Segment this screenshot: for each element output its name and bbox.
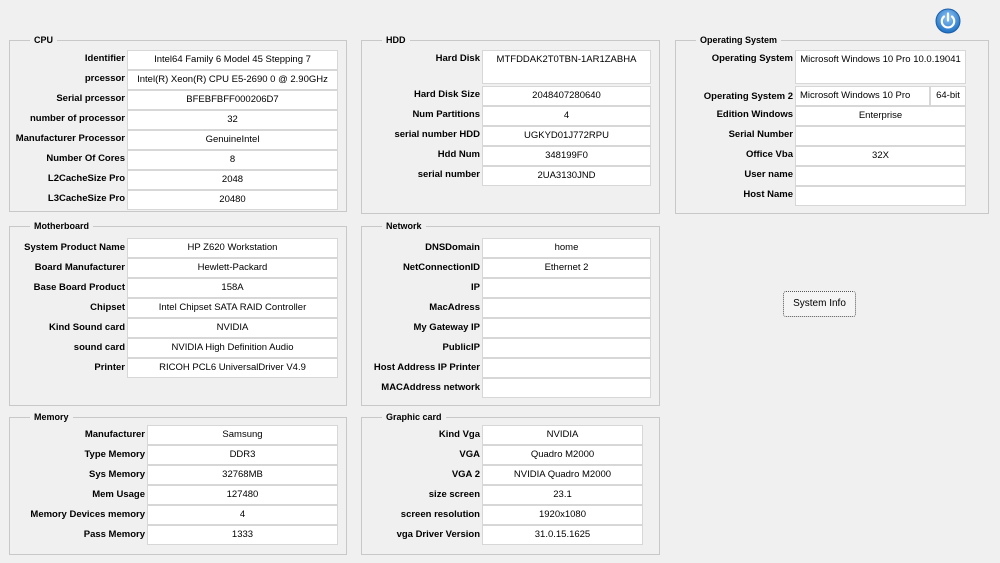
os-label-3: Serial Number [728, 129, 793, 140]
hdd-label-0: Hard Disk [435, 53, 480, 64]
network-value-0[interactable]: home [482, 238, 651, 258]
cpu-value-1[interactable]: Intel(R) Xeon(R) CPU E5-2690 0 @ 2.90GHz [127, 70, 338, 90]
hdd-value-1[interactable]: 2048407280640 [482, 86, 651, 106]
motherboard-value-2[interactable]: 158A [127, 278, 338, 298]
hdd-value-0[interactable]: MTFDDAK2T0TBN-1AR1ZABHA [482, 50, 651, 84]
motherboard-group-title: Motherboard [30, 220, 93, 232]
os-label-4: Office Vba [746, 149, 793, 160]
graphic-value-1[interactable]: Quadro M2000 [482, 445, 643, 465]
memory-label-3: Mem Usage [92, 489, 145, 500]
network-label-4: My Gateway IP [413, 322, 480, 333]
hdd-group-title: HDD [382, 34, 410, 46]
hdd-value-5[interactable]: 2UA3130JND [482, 166, 651, 186]
cpu-value-4[interactable]: GenuineIntel [127, 130, 338, 150]
network-label-2: IP [471, 282, 480, 293]
motherboard-value-3[interactable]: Intel Chipset SATA RAID Controller [127, 298, 338, 318]
motherboard-label-6: Printer [94, 362, 125, 373]
hdd-value-4[interactable]: 348199F0 [482, 146, 651, 166]
network-label-3: MacAdress [429, 302, 480, 313]
graphic-value-4[interactable]: 1920x1080 [482, 505, 643, 525]
memory-label-0: Manufacturer [84, 429, 145, 440]
motherboard-value-0[interactable]: HP Z620 Workstation [127, 238, 338, 258]
cpu-label-3: number of processor [29, 113, 125, 124]
motherboard-label-2: Base Board Product [33, 282, 125, 293]
cpu-label-7: L3CacheSize Pro [47, 193, 125, 204]
os-value-1-arch[interactable]: 64-bit [930, 86, 966, 106]
graphic-label-3: size screen [428, 489, 480, 500]
network-value-6[interactable] [482, 358, 651, 378]
hdd-label-4: Hdd Num [437, 149, 480, 160]
os-value-3[interactable] [795, 126, 966, 146]
graphic-group-title: Graphic card [382, 411, 446, 423]
motherboard-label-3: Chipset [90, 302, 125, 313]
cpu-label-2: Serial prcessor [56, 93, 125, 104]
graphic-value-0[interactable]: NVIDIA [482, 425, 643, 445]
graphic-label-1: VGA [459, 449, 480, 460]
graphic-label-5: vga Driver Version [396, 529, 480, 540]
memory-value-3[interactable]: 127480 [147, 485, 338, 505]
memory-label-2: Sys Memory [89, 469, 145, 480]
hdd-label-1: Hard Disk Size [414, 89, 480, 100]
memory-value-5[interactable]: 1333 [147, 525, 338, 545]
os-label-6: Host Name [743, 189, 793, 200]
os-label-2: Edition Windows [716, 109, 793, 120]
os-label-0: Operating System [711, 53, 793, 64]
memory-value-4[interactable]: 4 [147, 505, 338, 525]
cpu-value-3[interactable]: 32 [127, 110, 338, 130]
network-label-0: DNSDomain [425, 242, 480, 253]
network-label-1: NetConnectionID [402, 262, 480, 273]
graphic-label-0: Kind Vga [438, 429, 480, 440]
cpu-label-0: Identifier [84, 53, 125, 64]
os-group-title: Operating System [696, 34, 781, 46]
os-value-2[interactable]: Enterprise [795, 106, 966, 126]
hdd-label-2: Num Partitions [412, 109, 480, 120]
memory-label-4: Memory Devices memory [30, 509, 145, 520]
network-value-1[interactable]: Ethernet 2 [482, 258, 651, 278]
graphic-label-4: screen resolution [400, 509, 480, 520]
memory-value-2[interactable]: 32768MB [147, 465, 338, 485]
network-label-7: MACAddress network [381, 382, 480, 393]
motherboard-label-1: Board Manufacturer [34, 262, 125, 273]
motherboard-label-4: Kind Sound card [49, 322, 125, 333]
motherboard-value-4[interactable]: NVIDIA [127, 318, 338, 338]
motherboard-label-0: System Product Name [24, 242, 125, 253]
network-value-5[interactable] [482, 338, 651, 358]
network-label-5: PublicIP [442, 342, 480, 353]
memory-value-0[interactable]: Samsung [147, 425, 338, 445]
graphic-value-2[interactable]: NVIDIA Quadro M2000 [482, 465, 643, 485]
network-value-2[interactable] [482, 278, 651, 298]
graphic-value-3[interactable]: 23.1 [482, 485, 643, 505]
cpu-label-4: Manufacturer Processor [15, 133, 125, 144]
network-value-7[interactable] [482, 378, 651, 398]
hdd-label-5: serial number [417, 169, 480, 180]
memory-group-title: Memory [30, 411, 73, 423]
os-label-5: User name [744, 169, 793, 180]
hdd-value-2[interactable]: 4 [482, 106, 651, 126]
system-info-button[interactable]: System Info [783, 291, 856, 317]
graphic-value-5[interactable]: 31.0.15.1625 [482, 525, 643, 545]
hdd-label-3: serial number HDD [394, 129, 480, 140]
cpu-value-2[interactable]: BFEBFBFF000206D7 [127, 90, 338, 110]
cpu-label-6: L2CacheSize Pro [47, 173, 125, 184]
os-value-6[interactable] [795, 186, 966, 206]
network-value-4[interactable] [482, 318, 651, 338]
os-value-4[interactable]: 32X [795, 146, 966, 166]
network-value-3[interactable] [482, 298, 651, 318]
graphic-label-2: VGA 2 [451, 469, 480, 480]
network-label-6: Host Address IP Printer [373, 362, 480, 373]
memory-label-1: Type Memory [84, 449, 145, 460]
cpu-label-1: prcessor [84, 73, 125, 84]
memory-value-1[interactable]: DDR3 [147, 445, 338, 465]
cpu-value-6[interactable]: 2048 [127, 170, 338, 190]
cpu-group-title: CPU [30, 34, 57, 46]
motherboard-label-5: sound card [73, 342, 125, 353]
cpu-value-5[interactable]: 8 [127, 150, 338, 170]
motherboard-value-6[interactable]: RICOH PCL6 UniversalDriver V4.9 [127, 358, 338, 378]
network-group-title: Network [382, 220, 426, 232]
os-label-1: Operating System 2 [703, 91, 793, 102]
cpu-value-7[interactable]: 20480 [127, 190, 338, 210]
power-icon [935, 8, 961, 34]
power-button[interactable] [935, 8, 961, 34]
memory-label-5: Pass Memory [83, 529, 145, 540]
motherboard-value-5[interactable]: NVIDIA High Definition Audio [127, 338, 338, 358]
motherboard-value-1[interactable]: Hewlett-Packard [127, 258, 338, 278]
cpu-label-5: Number Of Cores [46, 153, 125, 164]
hdd-value-3[interactable]: UGKYD01J772RPU [482, 126, 651, 146]
os-value-0[interactable]: Microsoft Windows 10 Pro 10.0.19041 [795, 50, 966, 84]
os-value-5[interactable] [795, 166, 966, 186]
os-value-1[interactable]: Microsoft Windows 10 Pro [795, 86, 930, 106]
cpu-value-0[interactable]: Intel64 Family 6 Model 45 Stepping 7 [127, 50, 338, 70]
